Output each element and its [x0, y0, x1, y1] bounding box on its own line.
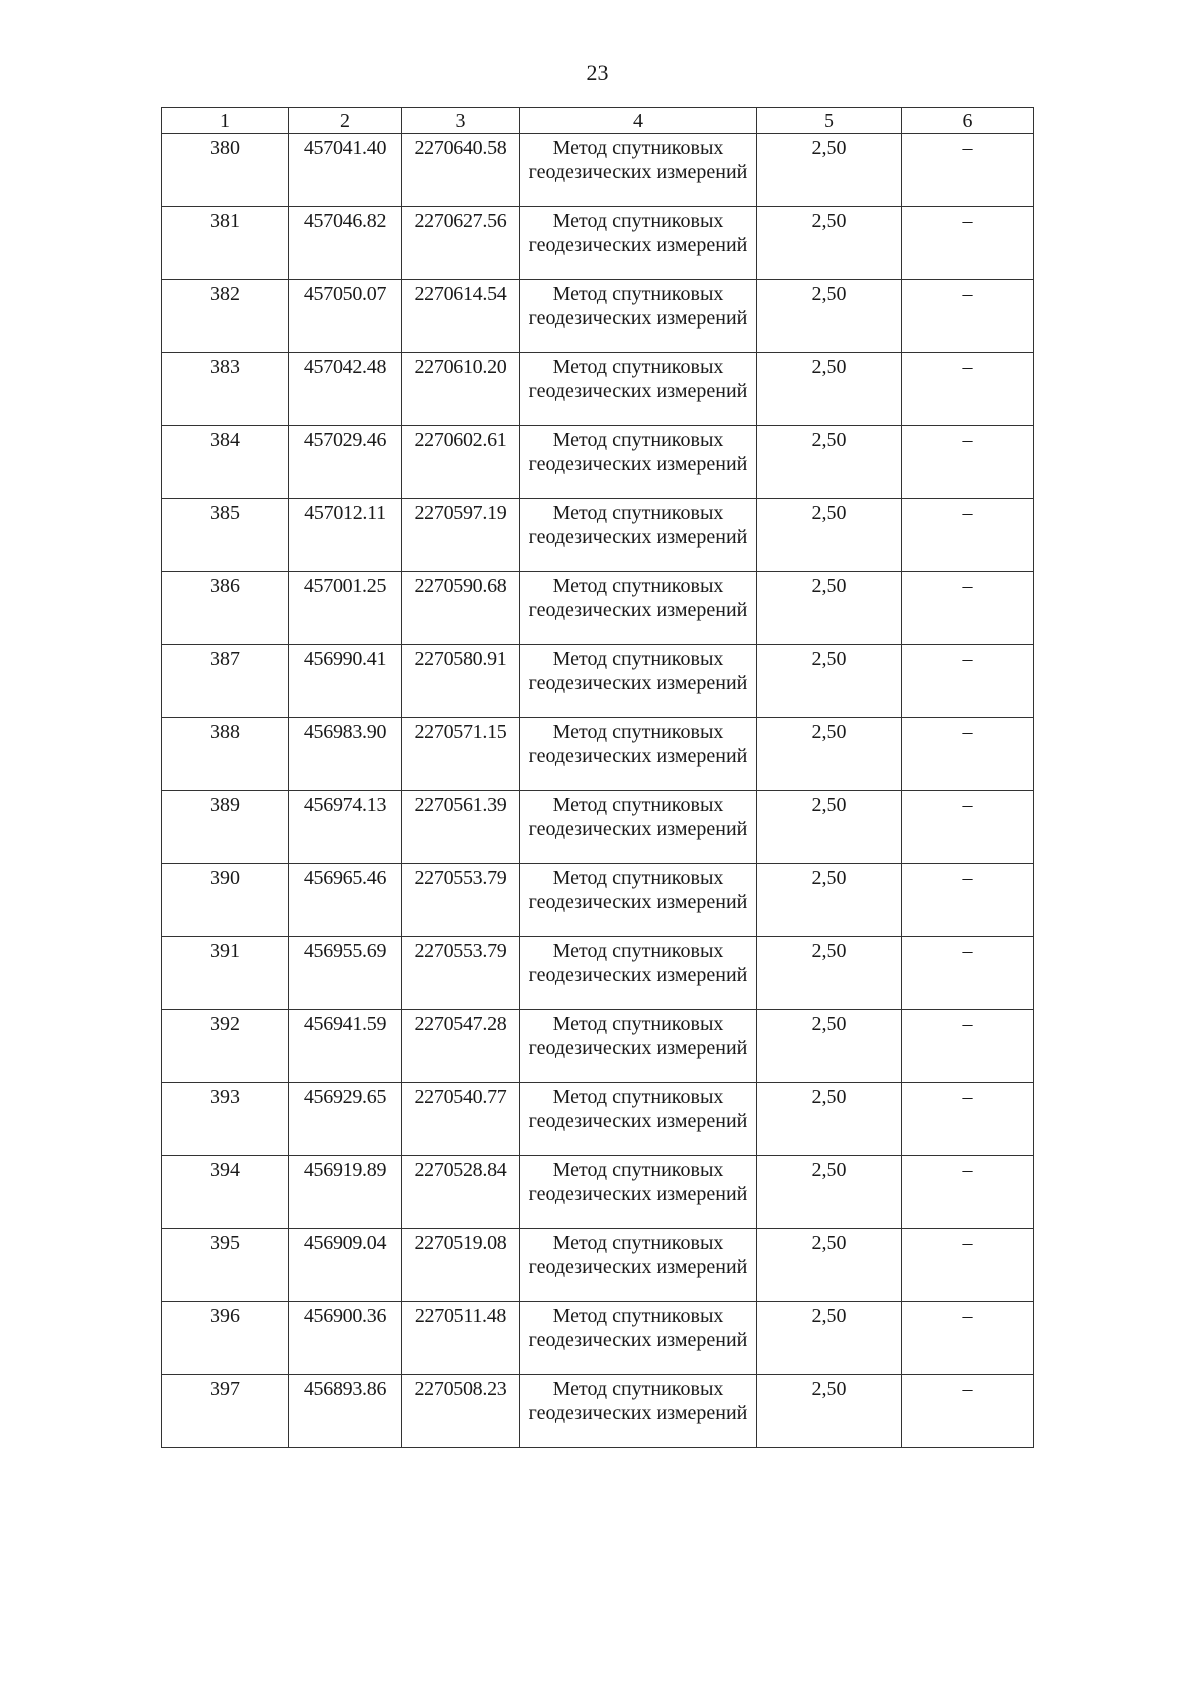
note-cell: – [902, 207, 1034, 280]
y-coordinate-cell: 2270553.79 [402, 864, 520, 937]
point-number-cell: 397 [162, 1375, 289, 1448]
method-cell: Метод спутниковых геодезических измерений [520, 864, 757, 937]
y-coordinate-cell: 2270610.20 [402, 353, 520, 426]
method-cell: Метод спутниковых геодезических измерений [520, 426, 757, 499]
table-row [162, 791, 1034, 864]
note-cell: – [902, 134, 1034, 207]
accuracy-cell: 2,50 [757, 1083, 902, 1156]
point-number-cell: 393 [162, 1083, 289, 1156]
method-cell: Метод спутниковых геодезических измерений [520, 1229, 757, 1302]
accuracy-cell: 2,50 [757, 280, 902, 353]
point-number-cell: 382 [162, 280, 289, 353]
x-coordinate-cell: 456955.69 [289, 937, 402, 1010]
x-coordinate-cell: 457001.25 [289, 572, 402, 645]
table-row [162, 1156, 1034, 1229]
method-cell: Метод спутниковых геодезических измерений [520, 718, 757, 791]
accuracy-cell: 2,50 [757, 718, 902, 791]
y-coordinate-cell: 2270528.84 [402, 1156, 520, 1229]
y-coordinate-cell: 2270590.68 [402, 572, 520, 645]
point-number-cell: 384 [162, 426, 289, 499]
point-number-cell: 391 [162, 937, 289, 1010]
x-coordinate-cell: 456965.46 [289, 864, 402, 937]
y-coordinate-cell: 2270553.79 [402, 937, 520, 1010]
accuracy-cell: 2,50 [757, 791, 902, 864]
accuracy-cell: 2,50 [757, 937, 902, 1010]
table-row [162, 1229, 1034, 1302]
table-row [162, 1375, 1034, 1448]
x-coordinate-cell: 456893.86 [289, 1375, 402, 1448]
method-cell: Метод спутниковых геодезических измерений [520, 1156, 757, 1229]
accuracy-cell: 2,50 [757, 645, 902, 718]
point-number-cell: 381 [162, 207, 289, 280]
note-cell: – [902, 791, 1034, 864]
method-cell: Метод спутниковых геодезических измерений [520, 207, 757, 280]
accuracy-cell: 2,50 [757, 207, 902, 280]
note-cell: – [902, 499, 1034, 572]
x-coordinate-cell: 456990.41 [289, 645, 402, 718]
note-cell: – [902, 1375, 1034, 1448]
coordinates-table [161, 107, 1034, 1448]
note-cell: – [902, 280, 1034, 353]
x-coordinate-cell: 457041.40 [289, 134, 402, 207]
x-coordinate-cell: 457050.07 [289, 280, 402, 353]
x-coordinate-cell: 457029.46 [289, 426, 402, 499]
y-coordinate-cell: 2270540.77 [402, 1083, 520, 1156]
y-coordinate-cell: 2270508.23 [402, 1375, 520, 1448]
table-row [162, 572, 1034, 645]
point-number-cell: 392 [162, 1010, 289, 1083]
note-cell: – [902, 572, 1034, 645]
y-coordinate-cell: 2270597.19 [402, 499, 520, 572]
accuracy-cell: 2,50 [757, 1229, 902, 1302]
page-number: 23 [586, 60, 609, 85]
point-number-cell: 386 [162, 572, 289, 645]
column-header: 3 [402, 108, 520, 134]
method-cell: Метод спутниковых геодезических измерений [520, 572, 757, 645]
y-coordinate-cell: 2270580.91 [402, 645, 520, 718]
x-coordinate-cell: 457042.48 [289, 353, 402, 426]
method-cell: Метод спутниковых геодезических измерений [520, 353, 757, 426]
table-row [162, 645, 1034, 718]
table-row [162, 1302, 1034, 1375]
method-cell: Метод спутниковых геодезических измерений [520, 791, 757, 864]
note-cell: – [902, 645, 1034, 718]
method-cell: Метод спутниковых геодезических измерений [520, 1302, 757, 1375]
y-coordinate-cell: 2270547.28 [402, 1010, 520, 1083]
table-row [162, 937, 1034, 1010]
x-coordinate-cell: 456929.65 [289, 1083, 402, 1156]
accuracy-cell: 2,50 [757, 572, 902, 645]
point-number-cell: 390 [162, 864, 289, 937]
y-coordinate-cell: 2270614.54 [402, 280, 520, 353]
table-header-row [162, 108, 1034, 134]
note-cell: – [902, 1156, 1034, 1229]
y-coordinate-cell: 2270640.58 [402, 134, 520, 207]
method-cell: Метод спутниковых геодезических измерений [520, 1083, 757, 1156]
note-cell: – [902, 426, 1034, 499]
accuracy-cell: 2,50 [757, 864, 902, 937]
accuracy-cell: 2,50 [757, 499, 902, 572]
y-coordinate-cell: 2270571.15 [402, 718, 520, 791]
x-coordinate-cell: 456900.36 [289, 1302, 402, 1375]
x-coordinate-cell: 456909.04 [289, 1229, 402, 1302]
column-header: 2 [289, 108, 402, 134]
table-row [162, 426, 1034, 499]
y-coordinate-cell: 2270627.56 [402, 207, 520, 280]
column-header: 6 [902, 108, 1034, 134]
method-cell: Метод спутниковых геодезических измерений [520, 1010, 757, 1083]
point-number-cell: 385 [162, 499, 289, 572]
table-row [162, 280, 1034, 353]
point-number-cell: 388 [162, 718, 289, 791]
point-number-cell: 395 [162, 1229, 289, 1302]
accuracy-cell: 2,50 [757, 1010, 902, 1083]
column-header: 1 [162, 108, 289, 134]
y-coordinate-cell: 2270519.08 [402, 1229, 520, 1302]
accuracy-cell: 2,50 [757, 1375, 902, 1448]
x-coordinate-cell: 456919.89 [289, 1156, 402, 1229]
method-cell: Метод спутниковых геодезических измерений [520, 645, 757, 718]
table-row [162, 207, 1034, 280]
accuracy-cell: 2,50 [757, 1156, 902, 1229]
table-row [162, 353, 1034, 426]
point-number-cell: 383 [162, 353, 289, 426]
table-row [162, 1010, 1034, 1083]
method-cell: Метод спутниковых геодезических измерений [520, 1375, 757, 1448]
point-number-cell: 387 [162, 645, 289, 718]
method-cell: Метод спутниковых геодезических измерений [520, 134, 757, 207]
table-row [162, 134, 1034, 207]
table-row [162, 718, 1034, 791]
table-row [162, 499, 1034, 572]
x-coordinate-cell: 456983.90 [289, 718, 402, 791]
accuracy-cell: 2,50 [757, 134, 902, 207]
note-cell: – [902, 1229, 1034, 1302]
x-coordinate-cell: 457046.82 [289, 207, 402, 280]
note-cell: – [902, 937, 1034, 1010]
point-number-cell: 394 [162, 1156, 289, 1229]
point-number-cell: 389 [162, 791, 289, 864]
table-row [162, 1083, 1034, 1156]
note-cell: – [902, 718, 1034, 791]
accuracy-cell: 2,50 [757, 353, 902, 426]
column-header: 4 [520, 108, 757, 134]
note-cell: – [902, 864, 1034, 937]
note-cell: – [902, 353, 1034, 426]
method-cell: Метод спутниковых геодезических измерений [520, 499, 757, 572]
point-number-cell: 396 [162, 1302, 289, 1375]
column-header: 5 [757, 108, 902, 134]
y-coordinate-cell: 2270511.48 [402, 1302, 520, 1375]
note-cell: – [902, 1302, 1034, 1375]
method-cell: Метод спутниковых геодезических измерений [520, 937, 757, 1010]
x-coordinate-cell: 457012.11 [289, 499, 402, 572]
note-cell: – [902, 1010, 1034, 1083]
x-coordinate-cell: 456941.59 [289, 1010, 402, 1083]
accuracy-cell: 2,50 [757, 426, 902, 499]
table-row [162, 864, 1034, 937]
note-cell: – [902, 1083, 1034, 1156]
point-number-cell: 380 [162, 134, 289, 207]
method-cell: Метод спутниковых геодезических измерений [520, 280, 757, 353]
y-coordinate-cell: 2270561.39 [402, 791, 520, 864]
y-coordinate-cell: 2270602.61 [402, 426, 520, 499]
x-coordinate-cell: 456974.13 [289, 791, 402, 864]
accuracy-cell: 2,50 [757, 1302, 902, 1375]
